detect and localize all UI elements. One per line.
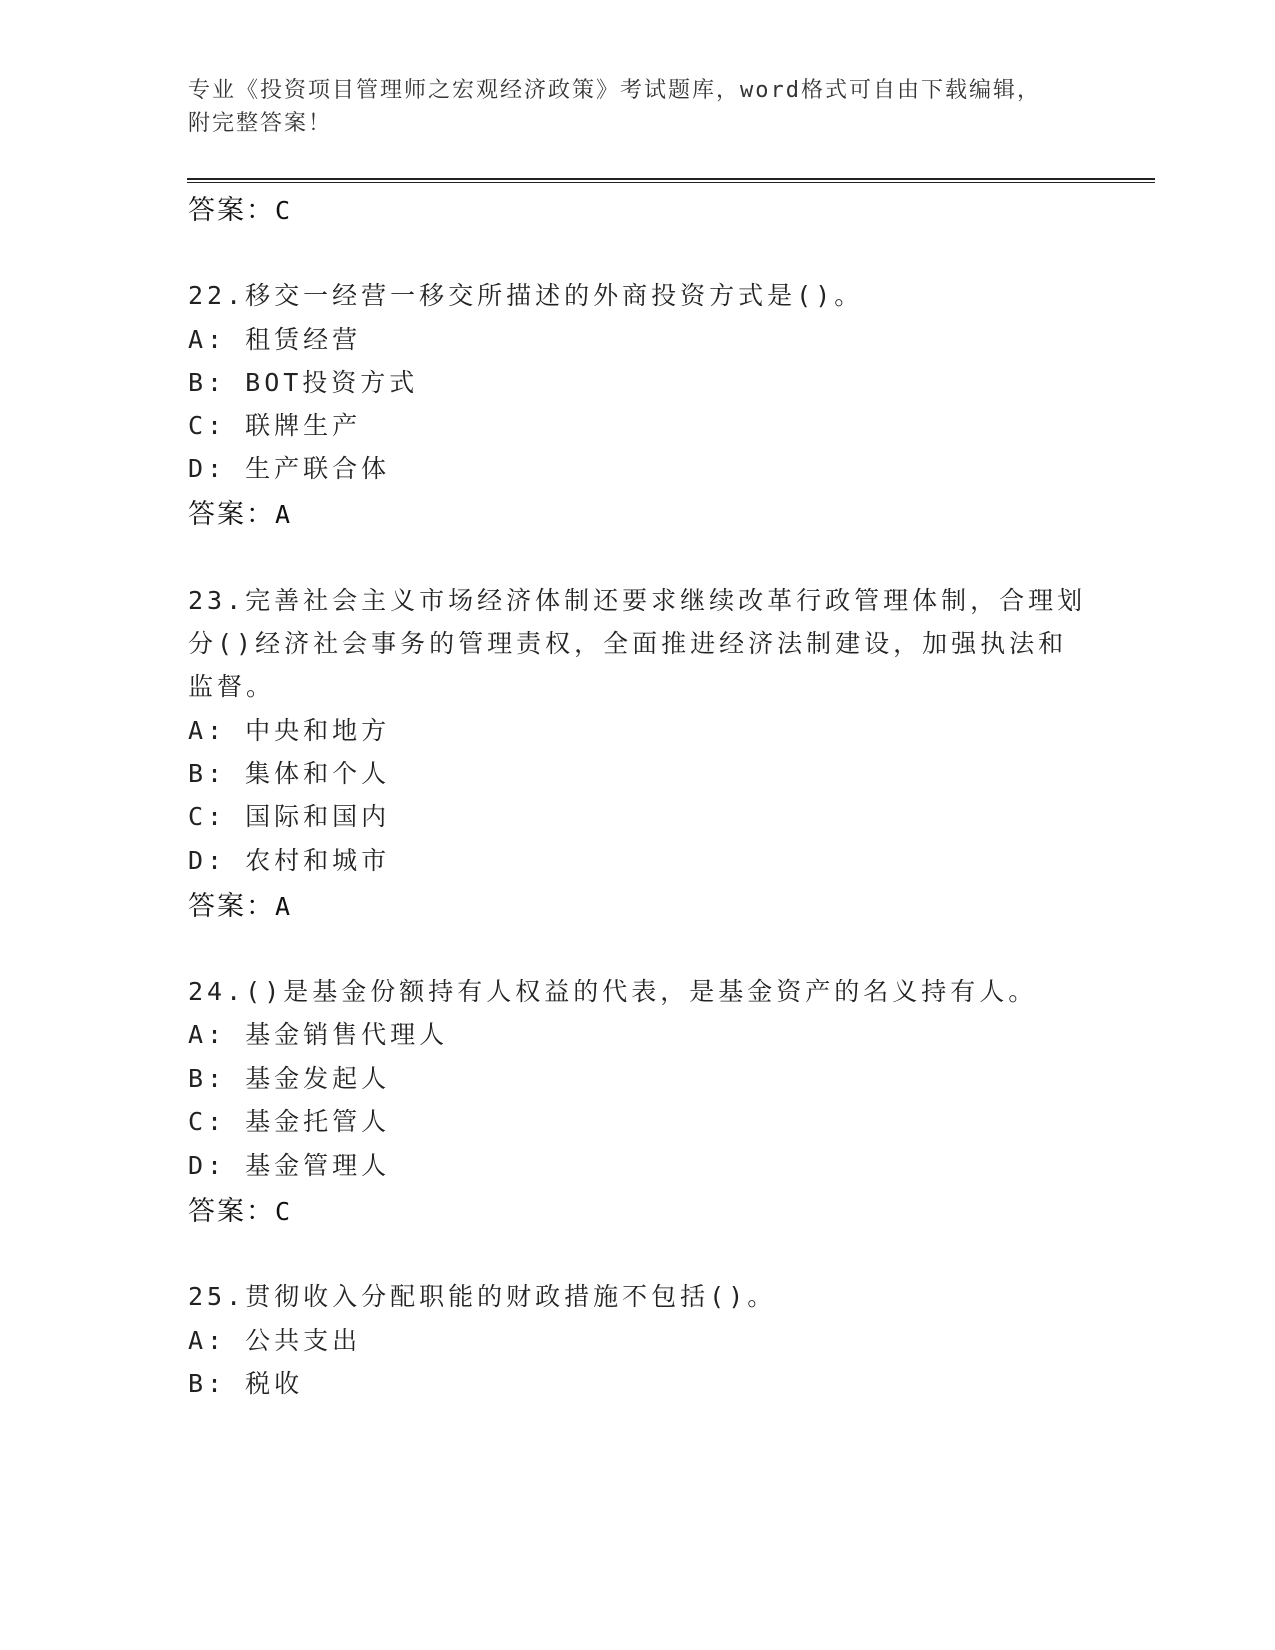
- answer-label: 答案：: [188, 1196, 275, 1227]
- option-c: C: 联牌生产: [188, 411, 362, 440]
- header-line-1: 专业《投资项目管理师之宏观经济政策》考试题库，word格式可自由下载编辑，: [188, 78, 1041, 103]
- option-d: D: 基金管理人: [188, 1151, 391, 1180]
- option-a: A: 中央和地方: [188, 716, 391, 745]
- question-stem: 24.()是基金份额持有人权益的代表，是基金资产的名义持有人。: [188, 977, 1038, 1006]
- answer-line: [188, 1189, 292, 1228]
- question-stem: 分()经济社会事务的管理责权，全面推进经济法制建设，加强执法和: [188, 629, 1068, 658]
- answer-label: 答案：: [188, 195, 275, 226]
- answer-value: A: [275, 892, 293, 921]
- option-d: D: 生产联合体: [188, 454, 391, 483]
- answer-line: [188, 884, 292, 923]
- option-a: A: 租赁经营: [188, 325, 362, 354]
- header-divider: [187, 178, 1155, 183]
- header-line-2: 附完整答案！: [188, 111, 333, 136]
- answer-line: [188, 188, 292, 227]
- answer-value: C: [275, 196, 293, 225]
- answer-label: 答案：: [188, 891, 275, 922]
- option-b: B: 集体和个人: [188, 759, 391, 788]
- option-d: D: 农村和城市: [188, 846, 391, 875]
- answer-line: [188, 492, 292, 531]
- answer-label: 答案：: [188, 499, 275, 530]
- option-a: A: 基金销售代理人: [188, 1020, 449, 1049]
- answer-value: C: [275, 1197, 293, 1226]
- option-b: B: BOT投资方式: [188, 368, 419, 397]
- answer-value: A: [275, 500, 293, 529]
- document-header: [188, 74, 1088, 140]
- option-b: B: 基金发起人: [188, 1064, 391, 1093]
- question-stem: 监督。: [188, 672, 276, 701]
- question-stem: 23.完善社会主义市场经济体制还要求继续改革行政管理体制，合理划: [188, 586, 1087, 615]
- option-b: B: 税收: [188, 1369, 304, 1398]
- option-c: C: 国际和国内: [188, 802, 391, 831]
- option-c: C: 基金托管人: [188, 1107, 391, 1136]
- option-a: A: 公共支出: [188, 1326, 362, 1355]
- question-stem: 22.移交一经营一移交所描述的外商投资方式是()。: [188, 281, 864, 310]
- question-stem: 25.贯彻收入分配职能的财政措施不包括()。: [188, 1282, 777, 1311]
